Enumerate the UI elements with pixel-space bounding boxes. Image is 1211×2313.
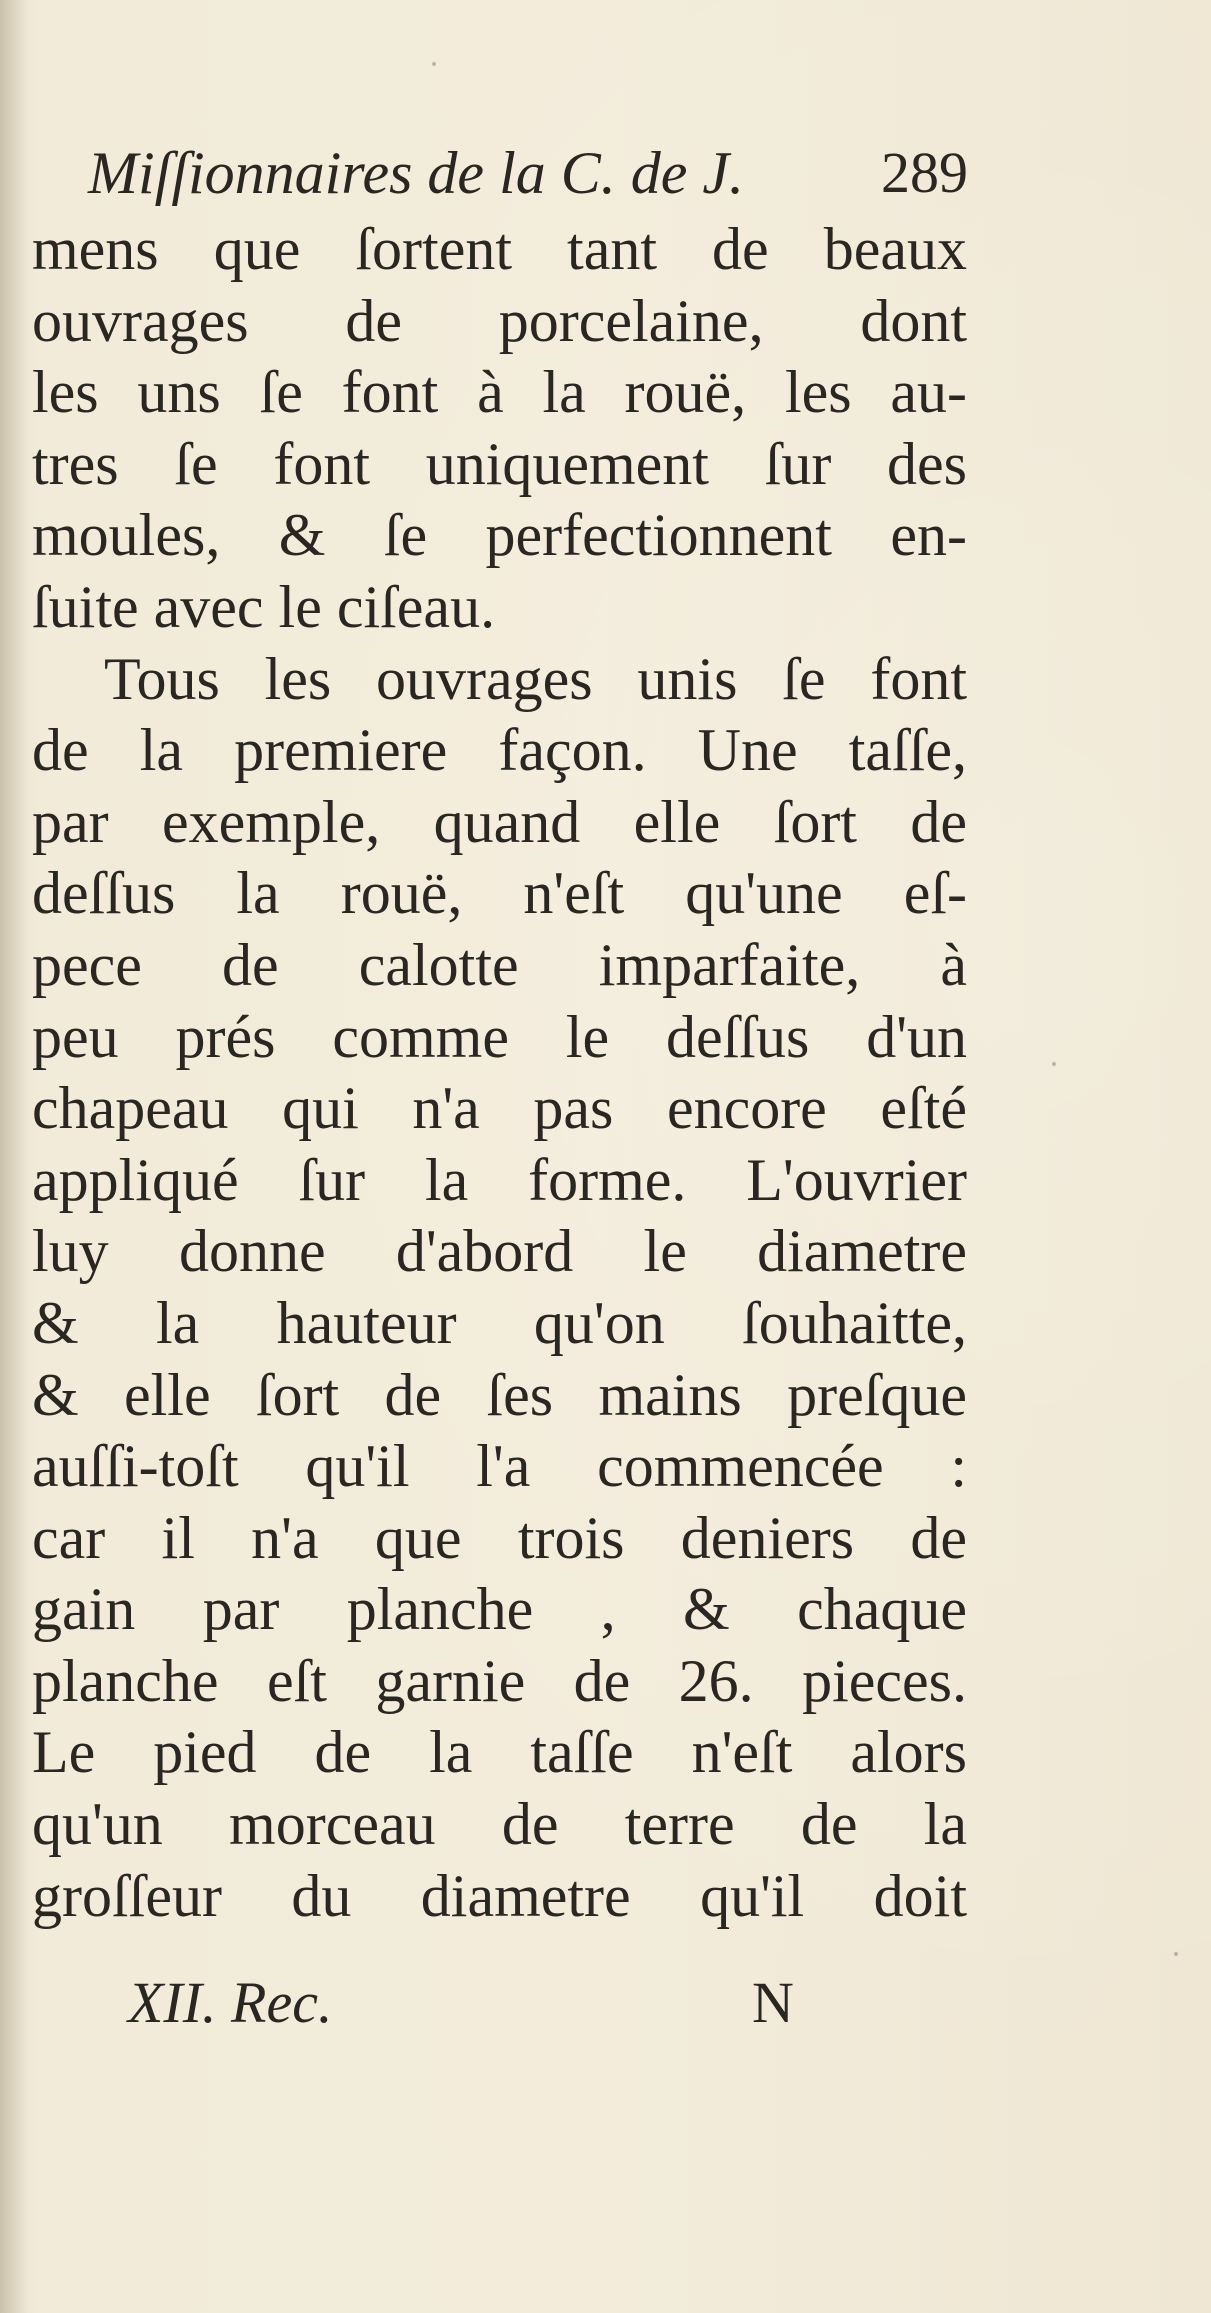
text-line: les uns ſe font à la rouë, les au- (32, 359, 967, 426)
body-text (32, 214, 967, 1932)
text-line: luy donne d'abord le diametre (32, 1218, 967, 1285)
text-line: auſſi-toſt qu'il l'a commencée : (32, 1433, 967, 1500)
text-line: chapeau qui n'a pas encore eſté (32, 1075, 967, 1142)
text-line: tres ſe font uniquement ſur des (32, 430, 967, 497)
text-line: deſſus la rouë, n'eſt qu'une eſ- (32, 860, 967, 927)
paper-speck (1174, 1952, 1178, 1956)
text-line: de la premiere façon. Une taſſe, (32, 717, 967, 784)
text-line: groſſeur du diametre qu'il doit (32, 1862, 967, 1929)
paper-speck (432, 62, 436, 66)
text-line: gain par planche , & chaque (32, 1576, 967, 1643)
text-line: mens que ſortent tant de beaux (32, 216, 967, 282)
text-line: Le pied de la taſſe n'eſt alors (32, 1719, 967, 1786)
text-line: qu'un morceau de terre de la (32, 1791, 967, 1858)
running-head-title: Miſſionnaires de la C. de J. (88, 140, 745, 206)
signature-mark: XII. Rec. (128, 1970, 333, 2035)
text-line: & la hauteur qu'on ſouhaitte, (32, 1289, 967, 1356)
text-line: moules, & ſe perfectionnent en- (32, 502, 967, 569)
page-gutter-shadow (0, 0, 28, 2313)
text-line: ouvrages de porcelaine, dont (32, 287, 967, 354)
text-line: & elle ſort de ſes mains preſque (32, 1361, 967, 1428)
text-line: planche eſt garnie de 26. pieces. (32, 1647, 967, 1714)
paper-speck (1052, 1062, 1056, 1066)
text-line: car il n'a que trois deniers de (32, 1504, 967, 1571)
text-line: Tous les ouvrages unis ſe font (104, 645, 967, 712)
page-number: 289 (881, 140, 968, 205)
text-line: pece de calotte imparfaite, à (32, 931, 967, 998)
text-line: peu prés comme le deſſus d'un (32, 1003, 967, 1070)
page-footer (0, 1968, 1211, 2038)
signature-letter: N (752, 1970, 794, 2035)
text-line: ſuite avec le ciſeau. (32, 573, 496, 640)
text-line: appliqué ſur la forme. L'ouvrier (32, 1146, 967, 1213)
text-line: par exemple, quand elle ſort de (32, 788, 967, 855)
running-head (88, 138, 968, 208)
